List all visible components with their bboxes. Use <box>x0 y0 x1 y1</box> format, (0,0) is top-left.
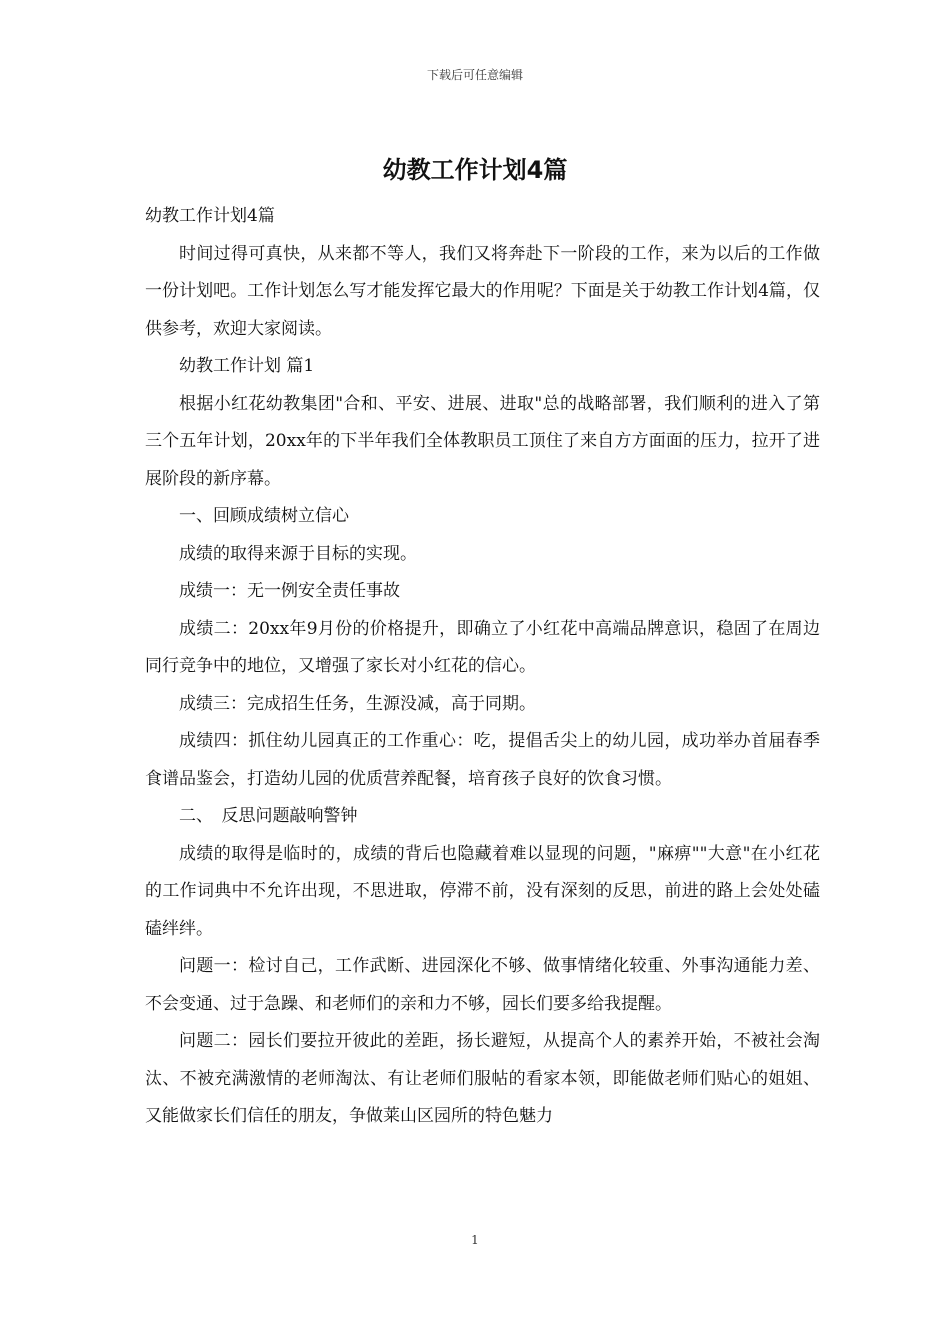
paragraph: 成绩的取得来源于目标的实现。 <box>179 543 417 564</box>
paragraph: 成绩三：完成招生任务，生源没减，高于同期。 <box>179 693 536 714</box>
paragraph-heading-1: 一、回顾成绩树立信心 <box>179 506 349 526</box>
document-body <box>145 198 820 1136</box>
paragraph-heading-2: 二、 反思问题敲响警钟 <box>179 806 358 826</box>
paragraph: 成绩一：无一例安全责任事故 <box>179 581 400 601</box>
paragraph: 根据小红花幼教集团"合和、平安、进展、进取"总的战略部署，我们顺利的进入了第三个五年计划，20xx年的下半年我们全体教职员工顶住了来自方方面面的压力，拉开了进展阶段的新序幕。 <box>145 393 820 489</box>
document-title: 幼教工作计划4篇 <box>382 156 568 184</box>
paragraph: 成绩的取得是临时的，成绩的背后也隐藏着难以显现的问题，"麻痹""大意"在小红花的工作词典中不允许出现，不思进取，停滞不前，没有深刻的反思，前进的路上会处处磕磕绊绊。 <box>145 843 820 939</box>
paragraph-intro: 时间过得可真快，从来都不等人，我们又将奔赴下一阶段的工作，来为以后的工作做一份计划吧。工作计划怎么写才能发挥它最大的作用呢？下面是关于幼教工作计划4篇，仅供参考，欢迎大家阅读。 <box>145 243 820 339</box>
paragraph-section-heading: 幼教工作计划 篇1 <box>179 356 315 376</box>
paragraph: 成绩四：抓住幼儿园真正的工作重心：吃，提倡舌尖上的幼儿园，成功举办首届春季食谱品鉴会，打造幼儿园的优质营养配餐，培育孩子良好的饮食习惯。 <box>145 731 820 789</box>
paragraph-subtitle: 幼教工作计划4篇 <box>145 206 275 226</box>
paragraph: 问题一：检讨自己，工作武断、进园深化不够、做事情绪化较重、外事沟通能力差、不会变通、过于急躁、和老师们的亲和力不够，园长们要多给我提醒。 <box>145 956 820 1014</box>
page-number: 1 <box>471 1233 479 1247</box>
paragraph: 成绩二：20xx年9月份的价格提升，即确立了小红花中高端品牌意识，稳固了在周边同行竞争中的地位，又增强了家长对小红花的信心。 <box>145 618 820 676</box>
page-header: 下载后可任意编辑 <box>426 68 523 82</box>
paragraph: 问题二：园长们要拉开彼此的差距，扬长避短，从提高个人的素养开始，不被社会淘汰、不被充满激情的老师淘汰、有让老师们服帖的看家本领，即能做老师们贴心的姐姐、又能做家长们信任的朋友，争做莱山区园所的特色魅力 <box>145 1031 820 1126</box>
